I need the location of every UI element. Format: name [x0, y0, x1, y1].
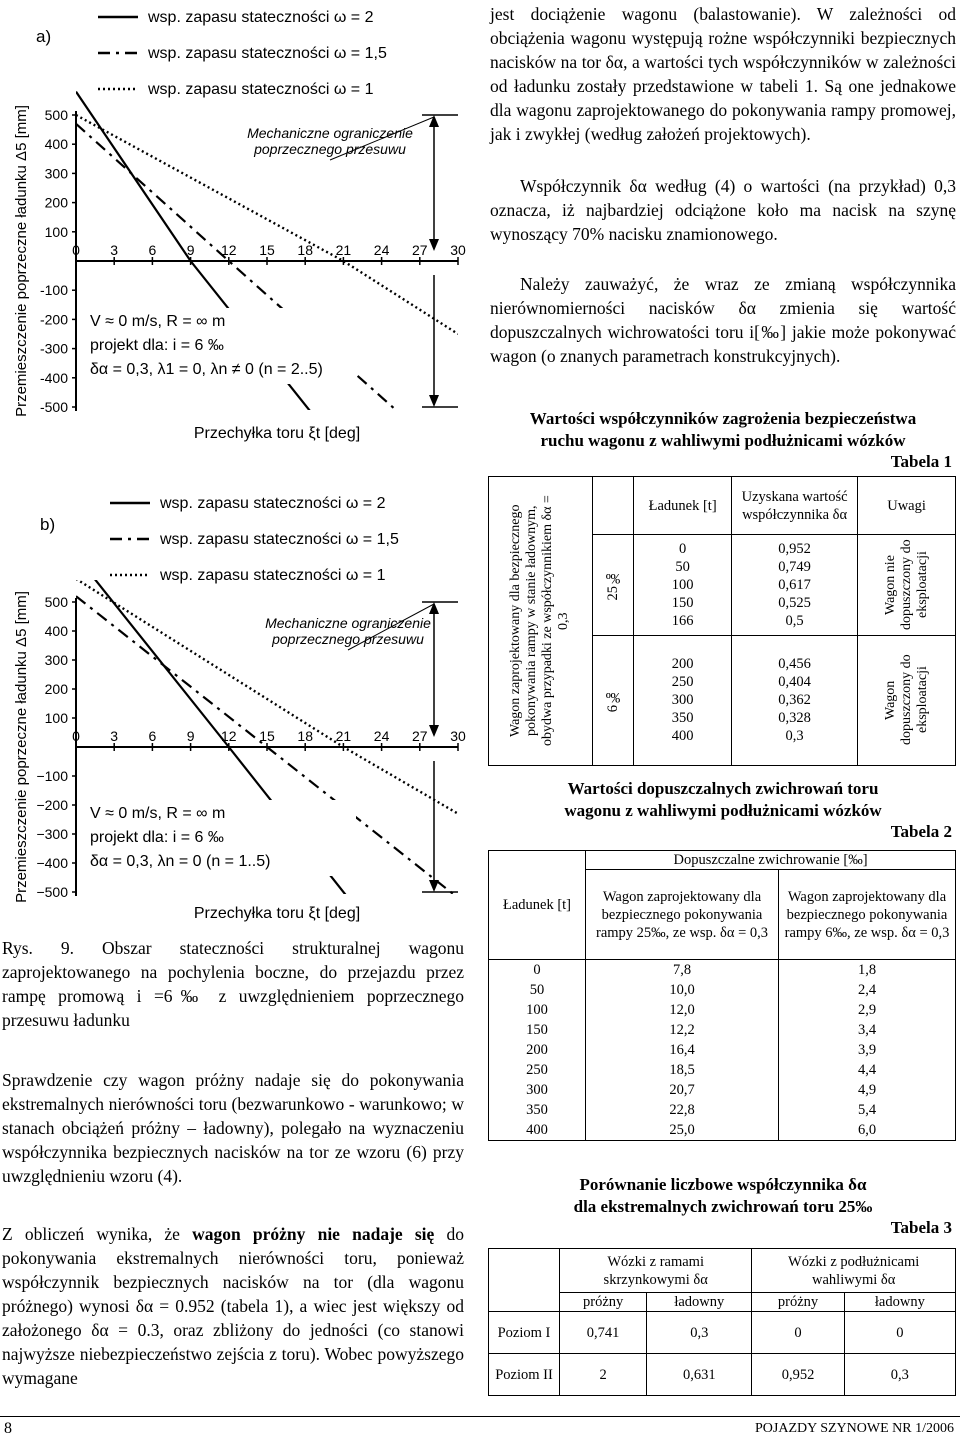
- table1-loads-b: 200 250 300 350 400: [634, 635, 732, 765]
- chart-panel-b: [0, 488, 470, 928]
- x-tick-label: 3: [110, 242, 119, 258]
- table3-cell: 2: [560, 1354, 647, 1396]
- conditions-line: projekt dla: i = 6 ‰: [90, 337, 224, 354]
- y-tick-label: 300: [44, 165, 68, 182]
- y-tick-label: -300: [39, 340, 68, 357]
- y-tick-label: 500: [44, 594, 68, 610]
- table2-cell: 16,4: [586, 1040, 779, 1060]
- table2-label: Tabela 2: [890, 822, 952, 841]
- y-tick-label: 100: [44, 223, 68, 240]
- table3-cell: 0,3: [647, 1312, 752, 1354]
- table2-cell: 50: [489, 980, 586, 1000]
- x-tick-label: 9: [186, 242, 195, 258]
- table2-row: [489, 1100, 956, 1120]
- limit-arrowhead-mid: [429, 239, 439, 251]
- y-tick-label: 100: [44, 710, 68, 726]
- table2-cell: 4,4: [779, 1060, 956, 1080]
- table1-note-b: Wagon dopuszczony do eksploatacji: [882, 654, 930, 746]
- legend-label: wsp. zapasu stateczności ω = 1: [148, 81, 374, 98]
- table3-row2-label: Poziom II: [489, 1354, 560, 1396]
- table2-cell: 12,2: [586, 1020, 779, 1040]
- chart-panel-a: [0, 0, 470, 470]
- y-tick-label: 400: [44, 623, 68, 639]
- x-tick-label: 12: [221, 242, 237, 258]
- left-paragraph-2: [2, 1222, 464, 1390]
- table2-row: [489, 1120, 956, 1141]
- table2-cell: 2,4: [779, 980, 956, 1000]
- table2-cell: 20,7: [586, 1080, 779, 1100]
- table3-cell: 0: [844, 1312, 955, 1354]
- table2-head-a: Wagon zaprojektowany dla bezpiecznego pokonywania rampy 25‰, ze wsp. δα = 0,3: [586, 870, 779, 960]
- table3-sub-1: próżny: [560, 1293, 647, 1312]
- para2-text-a: Z obliczeń wynika, że: [2, 1224, 193, 1244]
- table2-head-b: Wagon zaprojektowany dla bezpiecznego pokonywania rampy 6‰, ze wsp. δα = 0,3: [779, 870, 956, 960]
- table1-caption-line1: Wartości współczynników zagrożenia bezpieczeństwa: [529, 409, 917, 428]
- conditions-line: δα = 0,3, λn = 0 (n = 1..5): [90, 853, 271, 870]
- table3-caption-line1: Porównanie liczbowe współczynnika δα: [579, 1175, 867, 1194]
- table3-label: Tabela 3: [890, 1218, 952, 1237]
- table1-grade-b: 6‰: [605, 688, 622, 712]
- right-paragraph-3: Należy zauważyć, że wraz ze zmianą współczynnika nierównomierności nacisków δα zmienia się wartość dopuszczalnych wichrowatości toru i[‰] jakie może pokonywać wagon (o znanych parametrach konstrukcyjnych).: [490, 274, 956, 366]
- page-number: 8: [4, 1420, 12, 1437]
- table2-cell: 22,8: [586, 1100, 779, 1120]
- panel-label: a): [36, 27, 52, 46]
- legend-label: wsp. zapasu stateczności ω = 1,5: [160, 531, 399, 548]
- table2-cell: 1,8: [779, 960, 956, 981]
- table3: [488, 1248, 956, 1396]
- table1-head-notes: Uwagi: [858, 477, 956, 535]
- y-tick-label: -500: [39, 399, 68, 415]
- x-tick-label: 30: [450, 242, 466, 258]
- limit-arrowhead-top: [429, 115, 439, 127]
- x-tick-label: 18: [297, 728, 313, 744]
- annotation-line-2: poprzecznego przesuwu: [254, 141, 406, 157]
- table2-row: [489, 1080, 956, 1100]
- table3-cell: 0,741: [560, 1312, 647, 1354]
- table1-coefs-a: 0,952 0,749 0,617 0,525 0,5: [732, 535, 858, 635]
- table3-caption: [490, 1174, 956, 1218]
- x-tick-label: 21: [335, 242, 352, 258]
- x-axis-label: Przechyłka toru ξt [deg]: [193, 425, 361, 442]
- table1-grade-a-cell: [592, 535, 633, 635]
- table2-cell: 400: [489, 1120, 586, 1141]
- y-tick-label: -200: [39, 311, 68, 328]
- table2-cell: 12,0: [586, 1000, 779, 1020]
- y-tick-label: −400: [36, 855, 68, 871]
- x-tick-label: 12: [221, 728, 237, 744]
- table1-group-cell: [489, 477, 593, 766]
- y-tick-label: −200: [36, 797, 68, 813]
- table1-coefs-b: 0,456 0,404 0,362 0,328 0,3: [732, 635, 858, 765]
- table3-cell: 0,952: [752, 1354, 844, 1396]
- table2-cell: 100: [489, 1000, 586, 1020]
- table2-cell: 18,5: [586, 1060, 779, 1080]
- table2-cell: 2,9: [779, 1000, 956, 1020]
- x-tick-label: 15: [259, 728, 275, 744]
- x-tick-label: 15: [259, 242, 275, 258]
- x-tick-label: 9: [186, 728, 195, 744]
- x-tick-label: 27: [412, 242, 428, 258]
- table2-row: [489, 1040, 956, 1060]
- y-tick-label: 200: [44, 194, 68, 211]
- table1-note-b-cell: [858, 635, 956, 765]
- annotation-line-1: Mechaniczne ograniczenie: [247, 125, 413, 141]
- conditions-line: δα = 0,3, λ1 = 0, λn ≠ 0 (n = 2..5): [90, 361, 323, 378]
- x-tick-label: 27: [412, 728, 428, 744]
- y-tick-label: 300: [44, 652, 68, 668]
- limit-arrowhead-top: [429, 602, 439, 614]
- table1-grade-b-cell: [592, 635, 633, 765]
- table1-note-a: Wagon nie dopuszczony do eksploatacji: [882, 539, 930, 631]
- figure-caption: Rys. 9. Obszar stateczności strukturalnej wagonu zaprojektowanego na pochylenia boczne, do przejazdu przez rampę promową i =6‰ z uwzględnieniem poprzecznego przesuwu ładunku: [2, 938, 464, 1030]
- table2-caption-line1: Wartości dopuszczalnych zwichrowań toru: [567, 779, 879, 798]
- table3-cell: 0: [752, 1312, 844, 1354]
- legend-label: wsp. zapasu stateczności ω = 1,5: [148, 45, 387, 62]
- table2-cell: 300: [489, 1080, 586, 1100]
- table2-caption: [490, 778, 956, 822]
- y-tick-label: 200: [44, 681, 68, 697]
- limit-arrowhead-bottom: [429, 395, 439, 407]
- table1-head-load: Ładunek [t]: [634, 477, 732, 535]
- footer-rule: [0, 1416, 960, 1417]
- table3-cell: 0,631: [647, 1354, 752, 1396]
- table1-loads-a: 0 50 100 150 166: [634, 535, 732, 635]
- x-tick-label: 21: [335, 728, 352, 744]
- para2-bold: wagon próżny nie nadaje się: [192, 1224, 435, 1244]
- x-tick-label: 30: [450, 728, 466, 744]
- annotation-line-1: Mechaniczne ograniczenie: [265, 615, 431, 631]
- table1-note-a-cell: [858, 535, 956, 635]
- journal-name: POJAZDY SZYNOWE NR 1/2006: [755, 1421, 954, 1436]
- x-tick-label: 18: [297, 242, 313, 258]
- table2-cell: 250: [489, 1060, 586, 1080]
- table1-label: Tabela 1: [890, 452, 952, 471]
- table3-sub-2: ładowny: [647, 1293, 752, 1312]
- table1-caption-line2: ruchu wagonu z wahliwymi podłużnicami wózków: [540, 431, 906, 450]
- table2-row: [489, 960, 956, 981]
- legend-label: wsp. zapasu stateczności ω = 1: [160, 567, 386, 584]
- table3-caption-line2: dla ekstremalnych zwichrowań toru 25‰: [573, 1197, 873, 1216]
- table1-grade-a: 25‰: [605, 569, 622, 601]
- table1-group-label: Wagon zaprojektowany dla bezpiecznego pokonywania rampy w stanie ładownym, obydwa przypadki ze współczynnikiem δα = 0,3: [508, 495, 572, 747]
- y-tick-label: 500: [44, 107, 68, 123]
- conditions-line: V ≈ 0 m/s, R = ∞ m: [90, 313, 226, 330]
- left-paragraph-1: Sprawdzenie czy wagon próżny nadaje się do pokonywania ekstremalnych nierówności toru (bezwarunkowo - warunkowo; w stanach obciążeń próżny – ładowny), polegało na wyznaczeniu współczynnika bezpiecznych nacisków na tor ze wzoru (6) przy uwzględnieniu wzoru (4).: [2, 1070, 464, 1186]
- x-tick-label: 6: [148, 728, 157, 744]
- y-tick-label: −500: [36, 884, 68, 900]
- table2-cell: 200: [489, 1040, 586, 1060]
- table2-cell: 7,8: [586, 960, 779, 981]
- table2-caption-line2: wagonu z wahliwymi podłużnicami wózków: [564, 801, 882, 820]
- y-tick-label: −100: [36, 768, 68, 784]
- table1: [488, 476, 956, 766]
- legend-label: wsp. zapasu stateczności ω = 2: [160, 495, 386, 512]
- limit-arrowhead-mid: [429, 725, 439, 737]
- table3-head-a: Wózki z ramami skrzynkowymi δα: [560, 1249, 752, 1293]
- table2-cell: 350: [489, 1100, 586, 1120]
- table2-cell: 6,0: [779, 1120, 956, 1141]
- x-axis-label: Przechyłka toru ξt [deg]: [193, 905, 361, 922]
- right-paragraph-1: jest dociążenie wagonu (balastowanie). W zależności od obciążenia wagonu występują rożne współczynniki bezpiecznych nacisków na tor δα, a wartości tych współczynników w zależności od ładunku zostały przedstawione w tabeli 1. Są one jednakowe dla wagonu zaprojektowanego do pokonywania rampy promowej, jak i zwykłej (według założeń projektowych).: [490, 4, 956, 144]
- table2-head-load: Ładunek [t]: [489, 851, 586, 960]
- table2-cell: 10,0: [586, 980, 779, 1000]
- x-tick-label: 0: [72, 728, 80, 744]
- x-tick-label: 3: [110, 728, 119, 744]
- table1-head-coef: Uzyskana wartość współczynnika δα: [732, 477, 858, 535]
- y-tick-label: −300: [36, 826, 68, 842]
- table1-caption: [490, 408, 956, 452]
- table2: [488, 850, 956, 1141]
- conditions-line: V ≈ 0 m/s, R = ∞ m: [90, 805, 226, 822]
- y-tick-label: 400: [44, 136, 68, 153]
- y-axis-label: Przemieszczenie poprzeczne ładunku Δ5 [mm]: [13, 105, 30, 417]
- annotation-line-2: poprzecznego przesuwu: [272, 631, 424, 647]
- x-tick-label: 24: [373, 728, 390, 744]
- y-tick-label: -100: [39, 282, 68, 299]
- x-tick-label: 6: [148, 242, 157, 258]
- table3-head-b: Wózki z podłużnicami wahliwymi δα: [752, 1249, 956, 1293]
- table2-row: [489, 1000, 956, 1020]
- table2-row: [489, 980, 956, 1000]
- conditions-line: projekt dla: i = 6 ‰: [90, 829, 224, 846]
- x-tick-label: 0: [72, 242, 80, 258]
- table2-cell: 3,4: [779, 1020, 956, 1040]
- right-paragraph-2: Współczynnik δα według (4) o wartości (na przykład) 0,3 oznacza, iż najbardziej odciążone koło ma nacisk na szynę wynoszący 70% nacisku znamionowego.: [490, 176, 956, 244]
- table3-cell: 0,3: [844, 1354, 955, 1396]
- table2-cell: 3,9: [779, 1040, 956, 1060]
- panel-label: b): [40, 515, 56, 534]
- table2-cell: 150: [489, 1020, 586, 1040]
- table3-sub-4: ładowny: [844, 1293, 955, 1312]
- table3-row1-label: Poziom I: [489, 1312, 560, 1354]
- legend-label: wsp. zapasu stateczności ω = 2: [148, 9, 374, 26]
- y-axis-label: Przemieszczenie poprzeczne ładunku Δ5 [mm]: [13, 591, 30, 903]
- table2-head-group: Dopuszczalne zwichrowanie [‰]: [586, 851, 956, 870]
- x-tick-label: 24: [373, 242, 390, 258]
- y-tick-label: -400: [39, 369, 68, 386]
- table2-cell: 0: [489, 960, 586, 981]
- table2-row: [489, 1020, 956, 1040]
- table3-sub-3: próżny: [752, 1293, 844, 1312]
- table2-cell: 4,9: [779, 1080, 956, 1100]
- table2-cell: 25,0: [586, 1120, 779, 1141]
- table2-cell: 5,4: [779, 1100, 956, 1120]
- table2-row: [489, 1060, 956, 1080]
- para2-text-b: do pokonywania ekstremalnych nierówności toru, ponieważ współczynnik bezpiecznych nacisków na tor (dla wagonu próżnego) wynosi δα = 0.952 (tabela 1), a wiec jest większy od założonego δα = 0.3, oraz zbliżony do jedności (co stanowi najwyższe niebezpieczeństwo zejścia z toru). Wobec powyższego wymagane: [2, 1224, 464, 1388]
